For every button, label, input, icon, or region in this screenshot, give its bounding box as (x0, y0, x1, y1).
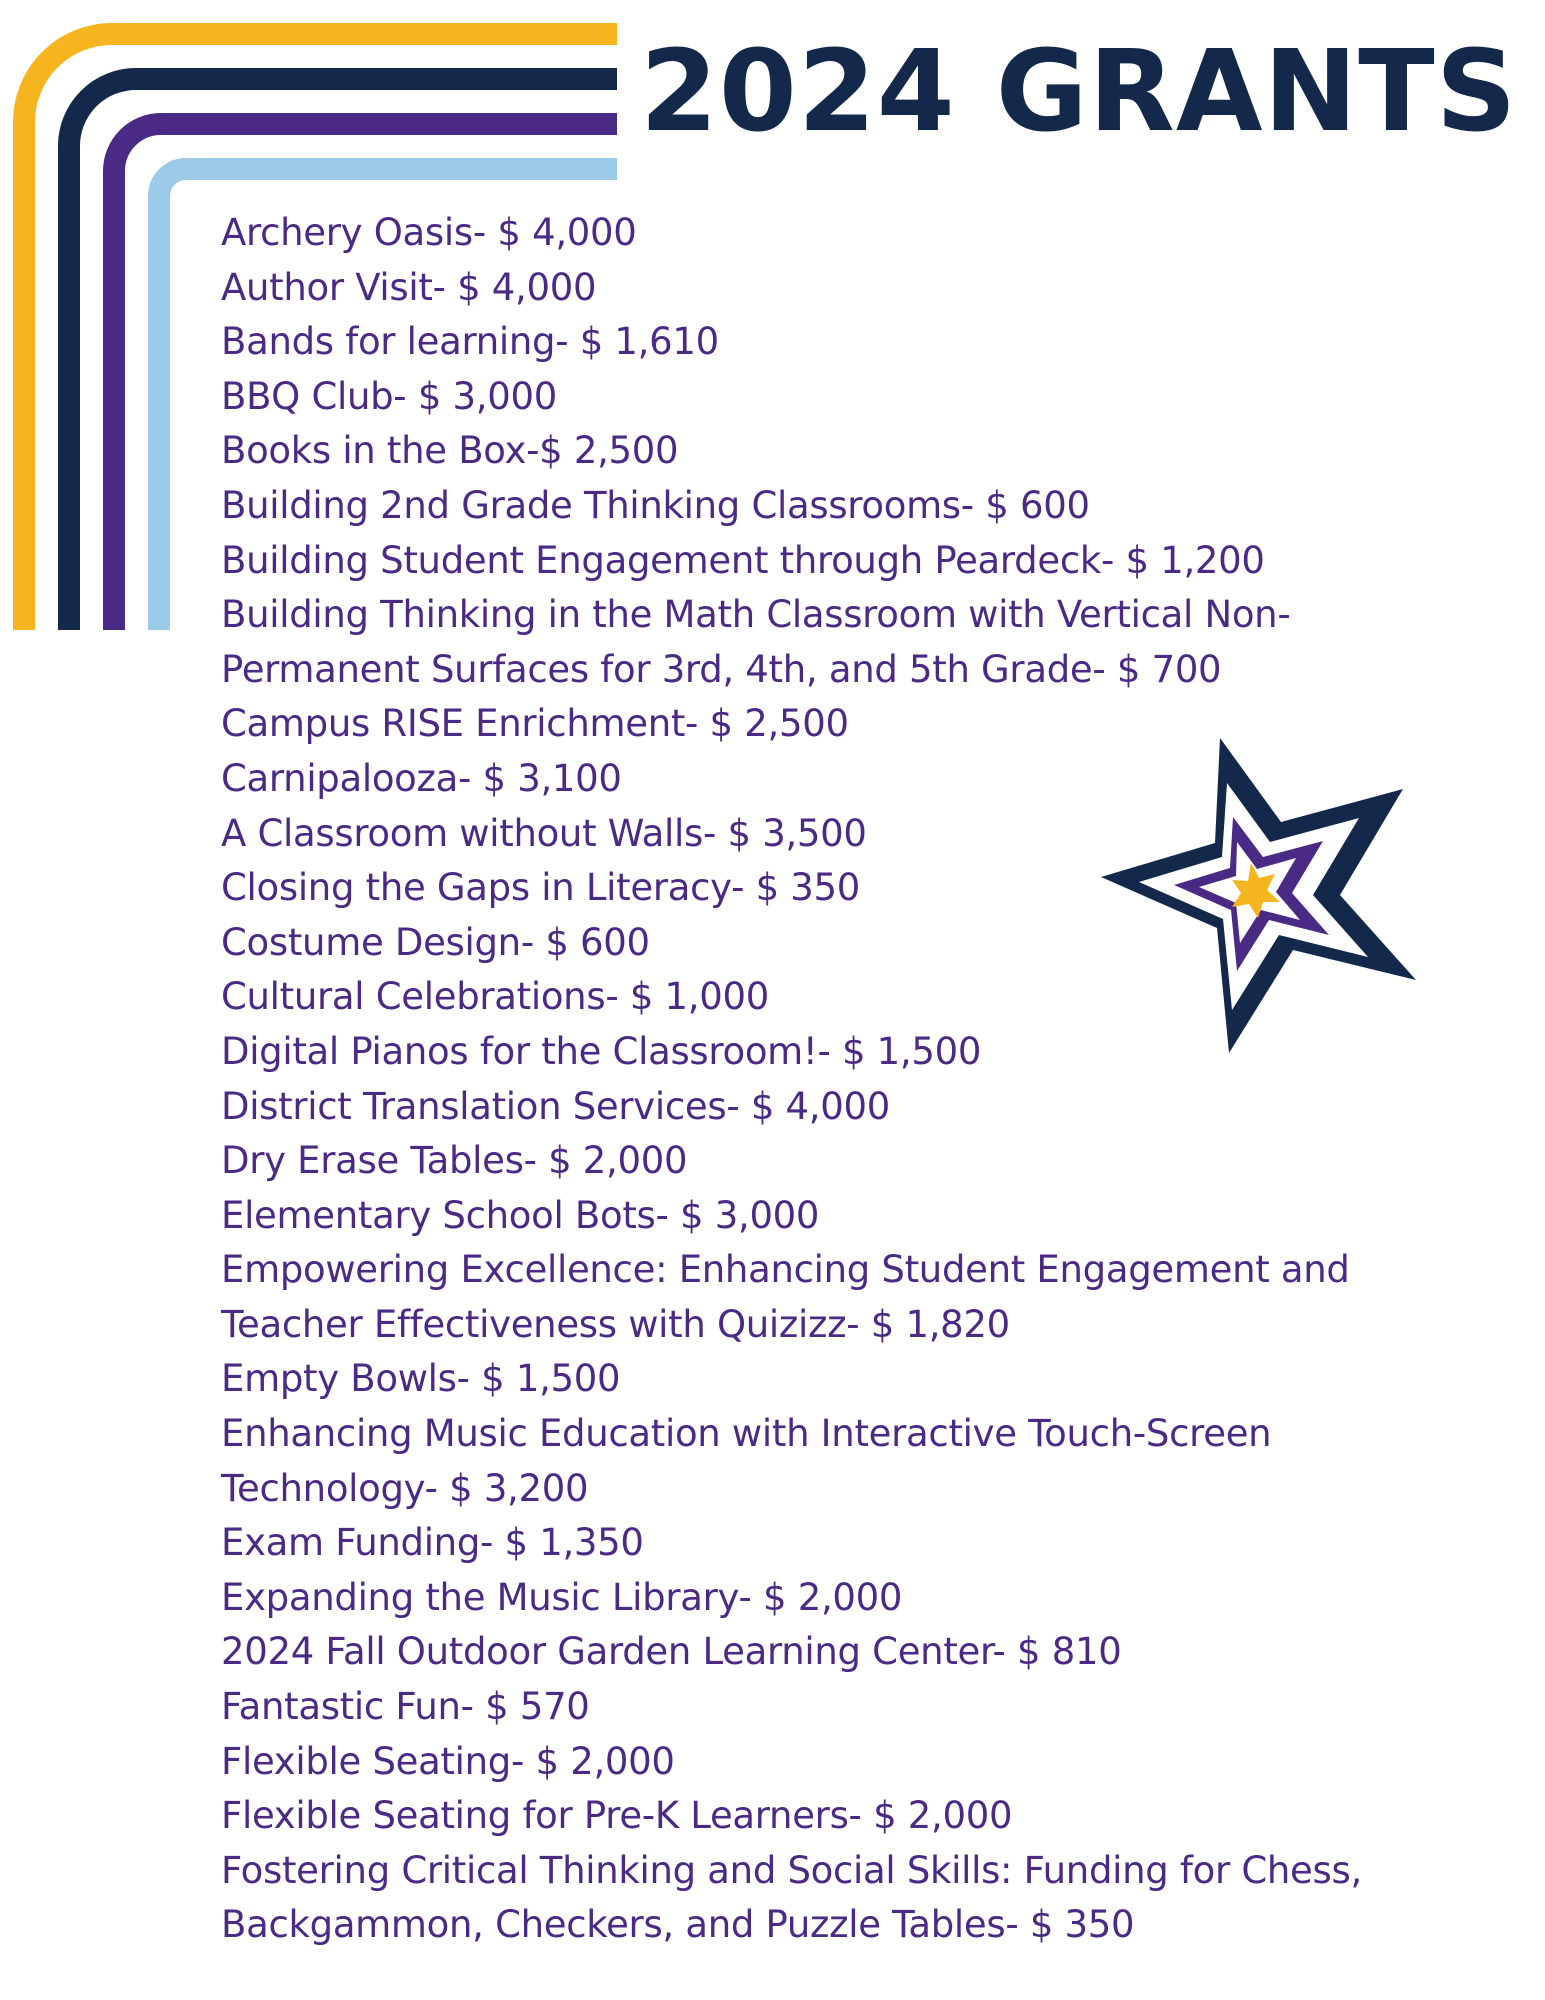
grants-list (221, 206, 1531, 1953)
grant-item: Closing the Gaps in Literacy- $ 350 (221, 866, 861, 910)
grant-item: Building 2nd Grade Thinking Classrooms- $ 600 (221, 483, 1090, 527)
grant-item: Flexible Seating- $ 2,000 (221, 1739, 675, 1783)
grant-item: Building Thinking in the Math Classroom with Vertical Non- Permanent Surfaces for 3rd, 4th, and 5th Grade- $ 700 (221, 593, 1291, 691)
grant-item: Campus RISE Enrichment- $ 2,500 (221, 702, 849, 746)
grant-item: Author Visit- $ 4,000 (221, 265, 597, 309)
page-title: 2024 GRANTS (640, 27, 1518, 157)
star-icon (1100, 720, 1440, 1060)
grant-item: Archery Oasis- $ 4,000 (221, 211, 637, 254)
grant-item: Carnipalooza- $ 3,100 (221, 756, 622, 800)
grant-item: Building Student Engagement through Peardeck- $ 1,200 (221, 538, 1265, 582)
grant-item: Enhancing Music Education with Interactive Touch-Screen Technology- $ 3,200 (221, 1412, 1272, 1510)
grant-item: Cultural Celebrations- $ 1,000 (221, 975, 769, 1019)
grant-item: Bands for learning- $ 1,610 (221, 320, 719, 364)
grant-item: Dry Erase Tables- $ 2,000 (221, 1139, 688, 1183)
grant-item: Empowering Excellence: Enhancing Student Engagement and Teacher Effectiveness with Quizizz- $ 1,820 (221, 1248, 1350, 1346)
grant-item: Empty Bowls- $ 1,500 (221, 1357, 621, 1401)
grant-item: District Translation Services- $ 4,000 (221, 1084, 890, 1128)
grant-item: Digital Pianos for the Classroom!- $ 1,500 (221, 1029, 982, 1073)
grant-item: BBQ Club- $ 3,000 (221, 374, 557, 418)
grant-item: Fostering Critical Thinking and Social Skills: Funding for Chess, Backgammon, Checkers, and Puzzle Tables- $ 350 (221, 1848, 1362, 1947)
grant-item: Flexible Seating for Pre-K Learners- $ 2,000 (221, 1794, 1013, 1838)
grant-item: Elementary School Bots- $ 3,000 (221, 1193, 820, 1237)
grant-item: Exam Funding- $ 1,350 (221, 1521, 644, 1565)
grant-item: A Classroom without Walls- $ 3,500 (221, 811, 867, 855)
grant-item: Expanding the Music Library- $ 2,000 (221, 1575, 903, 1619)
grant-item: 2024 Fall Outdoor Garden Learning Center- $ 810 (221, 1630, 1122, 1674)
grant-item: Fantastic Fun- $ 570 (221, 1685, 590, 1729)
grant-item: Costume Design- $ 600 (221, 920, 650, 964)
grant-item: Books in the Box-$ 2,500 (221, 429, 679, 473)
